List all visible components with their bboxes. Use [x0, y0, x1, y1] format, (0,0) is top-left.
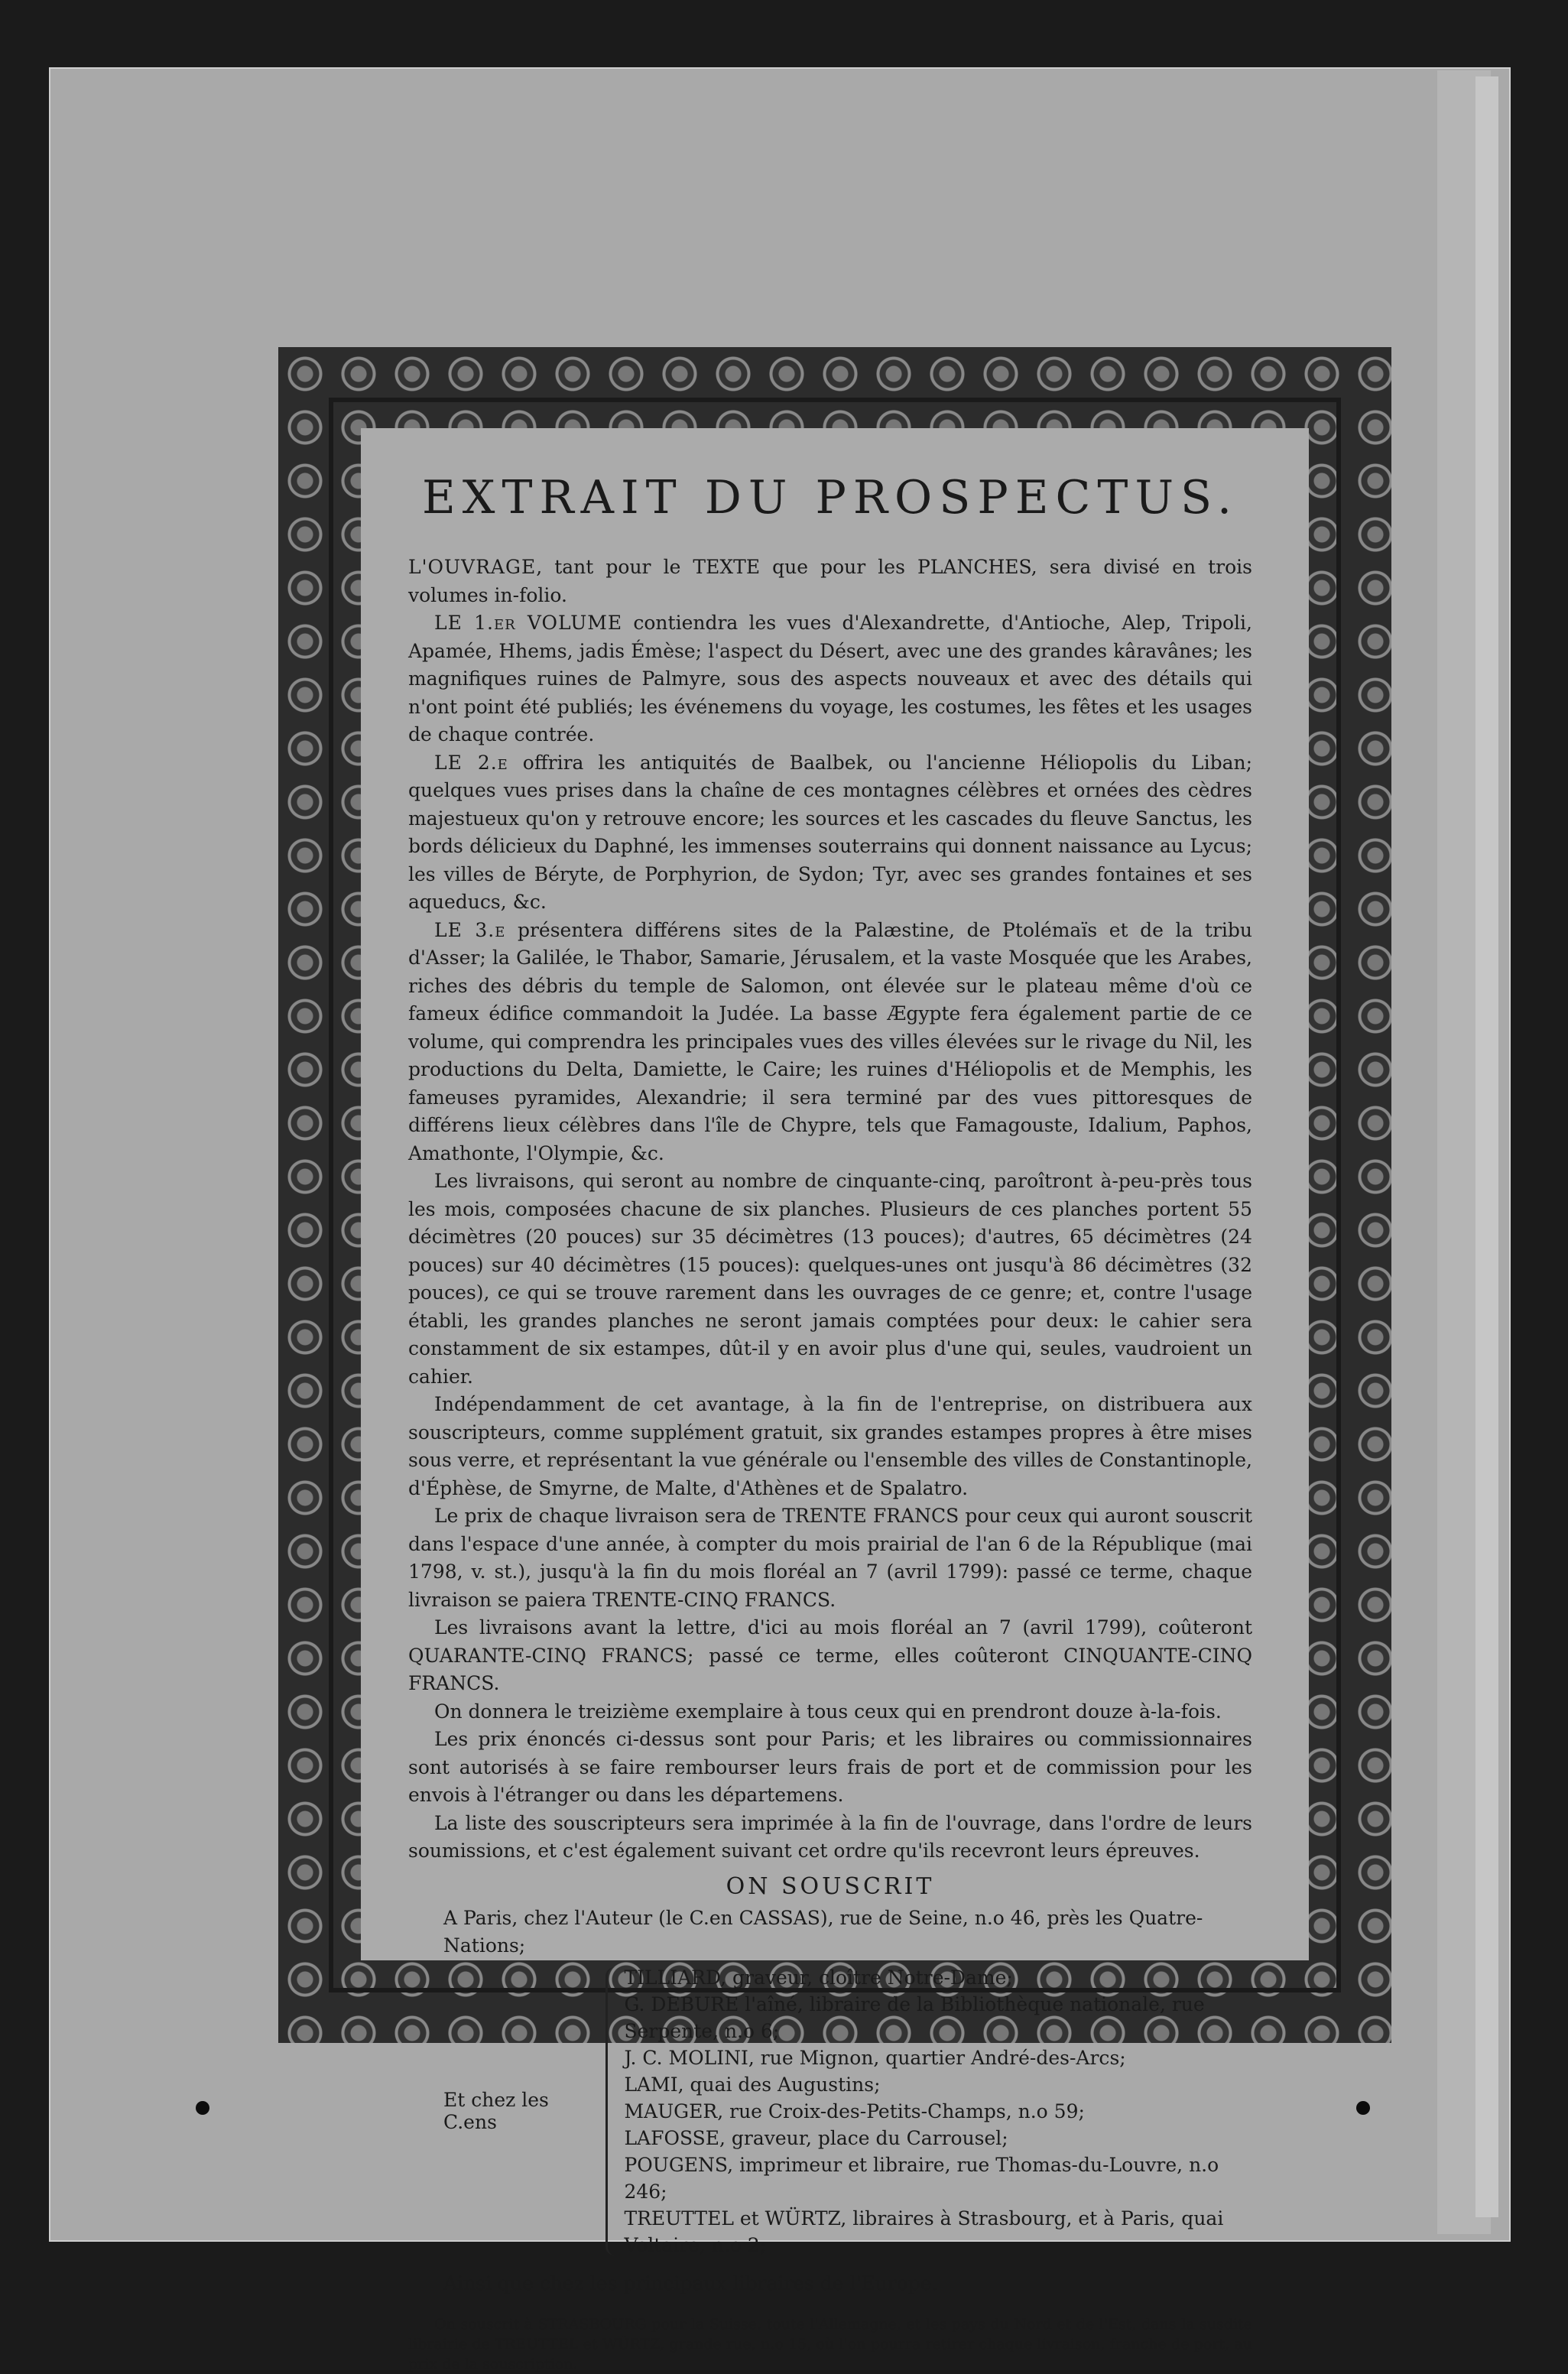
paragraph: [408, 1168, 1252, 1391]
brace-icon: [605, 1967, 618, 2255]
paragraph: [408, 1810, 1252, 1866]
paragraph: [408, 609, 1252, 749]
paragraph: [408, 917, 1252, 1168]
paragraph-text: Le prix de chaque livraison sera de TRENTE FRANCS pour ceux qui auront souscrit dans l'espace d'une année, à compter du mois prairial de l'an 6 de la République (mai 1798, v. st.), jusqu'à la fin du mois floréal an 7 (avril 1799): passé ce terme, chaque livraison se paiera TRENTE-CINQ FRANCS.: [408, 1505, 1252, 1611]
list-item: LAMI, quai des Augustins;: [624, 2073, 881, 2096]
list-item: G. DEBURE l'aîné, libraire de la Bibliothèque nationale, rue Serpente, n.o 6;: [624, 1992, 1205, 2042]
paragraph-text: contiendra les vues d'Alexandrette, d'Antioche, Alep, Tripoli, Apamée, Hhems, jadis Émèse; l'aspect du Désert, avec une des grandes kâravânes; les magnifiques ruines de Palmyre, sous des aspects nouveaux et avec des détails qui n'ont point été publiés; les événemens du voyage, les costumes, les fêtes et les usages de chaque contrée.: [408, 612, 1252, 745]
document-title: EXTRAIT DU PROSPECTUS.: [421, 471, 1239, 524]
paragraph-text: Les livraisons avant la lettre, d'ici au mois floréal an 7 (avril 1799), coûteront QUARANTE-CINQ FRANCS; passé ce terme, elles coûteront CINQUANTE-CINQ FRANCS.: [408, 1616, 1252, 1694]
paragraph-text: On donnera le treizième exemplaire à tous ceux qui en prendront douze à-la-fois.: [434, 1700, 1222, 1723]
list-item: MAUGER, rue Croix-des-Petits-Champs, n.o 59;: [624, 2100, 1085, 2122]
paragraph: [408, 1726, 1252, 1810]
prospectus-body: [408, 554, 1252, 1866]
list-item: TILLIARD, graveur, cloître Notre-Dame;: [624, 1966, 1013, 1989]
paragraph: [408, 1391, 1252, 1502]
paper-stack-edge-inner: [1475, 76, 1498, 2217]
pin-icon: [196, 2101, 209, 2115]
paragraph-text: présentera différens sites de la Palæstine, de Ptolémaïs et de la tribu d'Asser; la Galilée, le Thabor, Samarie, Jérusalem, et la vaste Mosquée que les Arabes, riches des débris du temple de Salomon, ont élevée sur le plateau même d'où ce fameux édifice commandoit la Judée. La basse Ægypte fera également partie de ce volume, qui comprendra les principales vues des villes élevées sur le rivage du Nil, les productions du Delta, Damiette, le Caire; les ruines d'Héliopolis et de Memphis, les fameuses pyramides, Alexandrie; il sera terminé par des vues pittoresques de différens lieux célèbres dans l'île de Chypre, tels que Famagouste, Idalium, Paphos, Amathonte, l'Olympie, &c.: [408, 918, 1252, 1164]
souscrit-heading: ON SOUSCRIT: [726, 1872, 935, 1900]
list-item: POUGENS, imprimeur et libraire, rue Thomas-du-Louvre, n.o 246;: [624, 2153, 1219, 2203]
paragraph-lead: LE 2.e: [434, 751, 508, 774]
europe-line: Ainsi que chez les principaux libraires de l'Europe.: [443, 2272, 938, 2294]
paragraph-lead: L'OUVRAGE: [408, 556, 537, 578]
paragraph-text: , tant pour le TEXTE que pour les PLANCHES, sera divisé en trois volumes in-folio.: [408, 556, 1252, 606]
paragraph-text: Les livraisons, qui seront au nombre de cinquante-cinq, paroîtront à-peu-près tous les mois, composées chacune de six planches. Plusieurs de ces planches portent 55 décimètres (20 pouces) sur 35 décimètres (13 pouces); d'autres, 65 décimètres (24 pouces) sur 40 décimètres (15 pouces): quelques-unes ont jusqu'à 86 décimètres (32 pouces), ce qui se trouve rarement dans les ouvrages de ce genre; et, contre l'usage établi, les grandes planches ne seront jamais comptées pour deux: le cahier sera constamment de six estampes, dût-il y en avoir plus d'une qui, seules, vaudroient un cahier.: [408, 1170, 1252, 1388]
paragraph-text: Indépendamment de cet avantage, à la fin de l'entreprise, on distribuera aux souscripteurs, comme supplément gratuit, six grandes estampes propres à être mises sous verre, et représentant la vue générale ou l'ensemble des villes de Constantinople, d'Éphèse, de Smyrne, de Malte, d'Athènes et de Spalatro.: [408, 1393, 1252, 1499]
booksellers-block: [408, 1964, 1252, 2259]
list-item: J. C. MOLINI, rue Mignon, quartier André-des-Arcs;: [624, 2046, 1126, 2069]
prospectus-text-panel: [361, 428, 1309, 2372]
paragraph: [408, 554, 1252, 609]
paragraph: [408, 1698, 1252, 1726]
booksellers-list: [624, 1964, 1252, 2259]
paragraph-text: Les prix énoncés ci-dessus sont pour Paris; et les libraires ou commissionnaires sont autorisés à se faire rembourser leurs frais de port et de commission pour les envois à l'étranger ou dans les départemens.: [408, 1728, 1252, 1806]
list-item: LAFOSSE, graveur, place du Carrousel;: [624, 2126, 1008, 2149]
list-item: TREUTTEL et WÜRTZ, libraires à Strasbourg, et à Paris, quai Voltaire, n.o 2;: [624, 2207, 1224, 2256]
pin-icon: [1356, 2101, 1370, 2115]
paragraph-lead: LE 3.e: [434, 918, 506, 941]
booksellers-label: Et chez les C.ens: [443, 2089, 549, 2133]
paris-address: A Paris, chez l'Auteur (le C.en CASSAS), rue de Seine, n.o 46, près les Quatre-Nations;: [443, 1906, 1203, 1957]
paragraph: [408, 749, 1252, 917]
paragraph-text: La liste des souscripteurs sera imprimée à la fin de l'ouvrage, dans l'ordre de leurs soumissions, et c'est également suivant cet ordre qu'ils recevront leurs épreuves.: [408, 1811, 1252, 1862]
paragraph: [408, 1502, 1252, 1614]
paragraph: [408, 1614, 1252, 1698]
paragraph-text: offrira les antiquités de Baalbek, ou l'ancienne Héliopolis du Liban; quelques vues prises dans la chaîne de ces montagnes célèbres et ornées des cèdres majestueux qu'on y retrouve encore; les sources et les cascades du fleuve Sanctus, les bords délicieux du Daphné, les immenses souterrains qui donnent naissance au Lycus; les villes de Béryte, de Porphyrion, de Sydon; Tyr, avec ses grandes fontaines et ses aqueducs, &c.: [408, 751, 1252, 913]
strasbourg-note: On souscrit à STRASBOURG pour la Suisse, toute l'Allemagne, et les pays du Nord et de l'Est, dans la susdite librairie de TREUTTEL et WÜRTZ, grande rue, n.o 15, où l'on pourra retirer chaque livraison, franche de port, au prix de la souscription.: [408, 2315, 1252, 2372]
paragraph-lead: LE 1.er VOLUME: [434, 612, 623, 634]
